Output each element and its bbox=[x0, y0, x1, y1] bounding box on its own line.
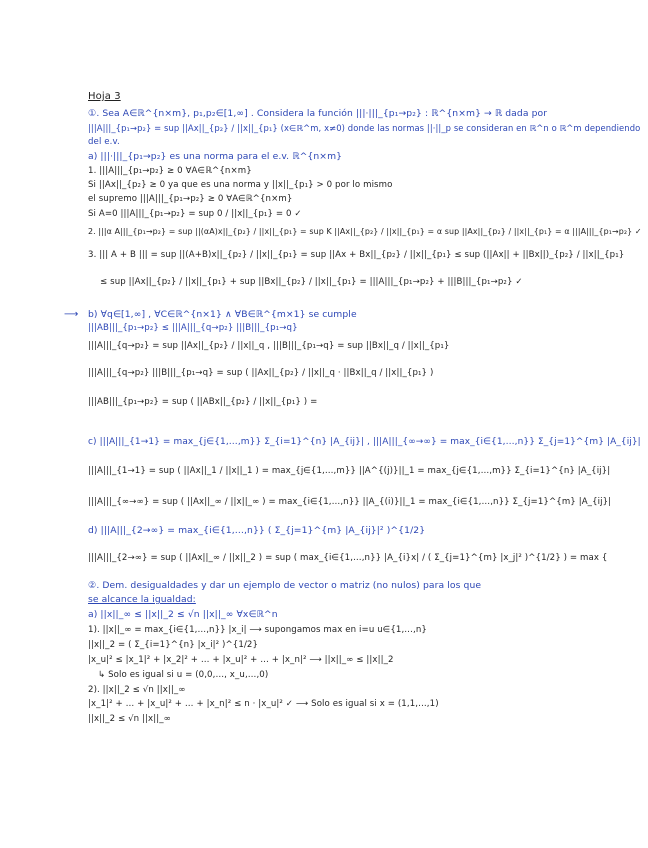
part-a-line-6: 3. ||| A + B ||| = sup ||(A+B)x||_{p₂} / ||x||_{p₁} = sup ||Ax + Bx||_{p₂} / ||x||_{p₁} ≤ sup (||Ax|| + ||Bx||)_{p₂} / ||x||_{p₁} bbox=[88, 250, 625, 260]
part-d-heading: d) |||A|||_{2→∞} = max_{i∈{1,…,n}} ( Σ_{j=1}^{m} |A_{ij}|² )^{1/2} bbox=[88, 525, 426, 536]
exercise-2-statement: ②. Dem. desigualdades y dar un ejemplo de vector o matriz (no nulos) para los que bbox=[88, 580, 482, 591]
part-a-line-3: el supremo |||A|||_{p₁→p₂} ≥ 0 ∀A∈ℝ^{n×m} bbox=[88, 194, 293, 204]
part-b-claim: |||AB|||_{p₁→p₂} ≤ |||A|||_{q→p₂} |||B|||_{p₁→q} bbox=[88, 323, 298, 333]
page-title: Hoja 3 bbox=[88, 91, 121, 102]
part-d-line-1: |||A|||_{2→∞} = sup ( ||Ax||_∞ / ||x||_2 ) = sup ( max_{i∈{1,…,n}} |A_{i}x| / ( Σ_{j=1}^{m} |x_j|² )^{1/2} ) = max { bbox=[88, 553, 608, 563]
exercise-2a-line-7: ||x||_2 ≤ √n ||x||_∞ bbox=[88, 714, 171, 724]
exercise-2-statement-cont: se alcance la igualdad: bbox=[88, 594, 196, 605]
part-a-line-5: 2. |||α A|||_{p₁→p₂} = sup ||(αA)x||_{p₂} / ||x||_{p₁} = sup K ||Ax||_{p₂} / ||x||_{p₁} = α sup ||Ax||_{p₂} / ||x||_{p₁} = α |||A|||_{p₁→p₂} ✓ bbox=[88, 227, 642, 236]
part-a-line-2: Si ||Ax||_{p₂} ≥ 0 ya que es una norma y ||x||_{p₁} > 0 por lo mismo bbox=[88, 180, 393, 190]
exercise-2a-line-1: 1). ||x||_∞ = max_{i∈{1,…,n}} |x_i| ⟶ supongamos max en i=u u∈{1,…,n} bbox=[88, 625, 427, 635]
exercise-1-definition-cont: del e.v. bbox=[88, 137, 120, 147]
arrow-marker-icon: ⟶ bbox=[64, 309, 79, 320]
exercise-1-definition: |||A|||_{p₁→p₂} = sup ||Ax||_{p₂} / ||x||_{p₁} (x∈ℝ^m, x≠0) donde las normas ||·||_p se consideran en ℝ^n o ℝ^m dependiendo bbox=[88, 123, 641, 133]
part-c-heading: c) |||A|||_{1→1} = max_{j∈{1,…,m}} Σ_{i=1}^{n} |A_{ij}| , |||A|||_{∞→∞} = max_{i∈{1,…,n}} Σ_{j=1}^{m} |A_{ij}| bbox=[88, 437, 641, 447]
part-c-line-1: |||A|||_{1→1} = sup ( ||Ax||_1 / ||x||_1 ) = max_{j∈{1,…,m}} ||A^{(j)}||_1 = max_{j∈{1,…,m}} Σ_{i=1}^{n} |A_{ij}| bbox=[88, 466, 611, 476]
exercise-2a-heading: a) ||x||_∞ ≤ ||x||_2 ≤ √n ||x||_∞ ∀x∈ℝ^n bbox=[88, 609, 278, 620]
exercise-2a-line-3: |x_u|² ≤ |x_1|² + |x_2|² + … + |x_u|² + … + |x_n|² ⟶ ||x||_∞ ≤ ||x||_2 bbox=[88, 655, 394, 665]
part-a-line-7: ≤ sup ||Ax||_{p₂} / ||x||_{p₁} + sup ||Bx||_{p₂} / ||x||_{p₁} = |||A|||_{p₁→p₂} + |||B|||_{p₁→p₂} ✓ bbox=[100, 277, 523, 287]
part-a-heading: a) |||·|||_{p₁→p₂} es una norma para el e.v. ℝ^{n×m} bbox=[88, 151, 343, 162]
part-b-line-2: |||A|||_{q→p₂} |||B|||_{p₁→q} = sup ( ||Ax||_{p₂} / ||x||_q · ||Bx||_q / ||x||_{p₁} ) bbox=[88, 368, 434, 378]
exercise-2a-line-2: ||x||_2 = ( Σ_{i=1}^{n} |x_i|² )^{1/2} bbox=[88, 640, 259, 650]
exercise-2a-line-6: |x_1|² + … + |x_u|² + … + |x_n|² ≤ n · |x_u|² ✓ ⟶ Solo es igual si x = (1,1,…,1) bbox=[88, 699, 439, 709]
exercise-2a-line-4: ↳ Solo es igual si u = (0,0,…, x_u,…,0) bbox=[98, 670, 269, 680]
part-a-line-4: Si A=0 |||A|||_{p₁→p₂} = sup 0 / ||x||_{p₁} = 0 ✓ bbox=[88, 209, 302, 219]
part-b-line-3: |||AB|||_{p₁→p₂} = sup ( ||ABx||_{p₂} / ||x||_{p₁} ) = bbox=[88, 397, 318, 407]
part-a-line-1: 1. |||A|||_{p₁→p₂} ≥ 0 ∀A∈ℝ^{n×m} bbox=[88, 166, 252, 176]
exercise-2a-line-5: 2). ||x||_2 ≤ √n ||x||_∞ bbox=[88, 685, 186, 695]
part-b-line-1: |||A|||_{q→p₂} = sup ||Ax||_{p₂} / ||x||_q , |||B|||_{p₁→q} = sup ||Bx||_q / ||x||_{p₁} bbox=[88, 341, 450, 351]
part-b-heading: b) ∀q∈[1,∞] , ∀C∈ℝ^{n×1} ∧ ∀B∈ℝ^{m×1} se cumple bbox=[88, 309, 357, 320]
part-c-line-2: |||A|||_{∞→∞} = sup ( ||Ax||_∞ / ||x||_∞ ) = max_{i∈{1,…,n}} ||A_{(i)}||_1 = max_{i∈{1,…,n}} Σ_{j=1}^{m} |A_{ij}| bbox=[88, 497, 612, 507]
exercise-1-statement: ①. Sea A∈ℝ^{n×m}, p₁,p₂∈[1,∞] . Considera la función |||·|||_{p₁→p₂} : ℝ^{n×m} → ℝ dada por bbox=[88, 108, 548, 119]
